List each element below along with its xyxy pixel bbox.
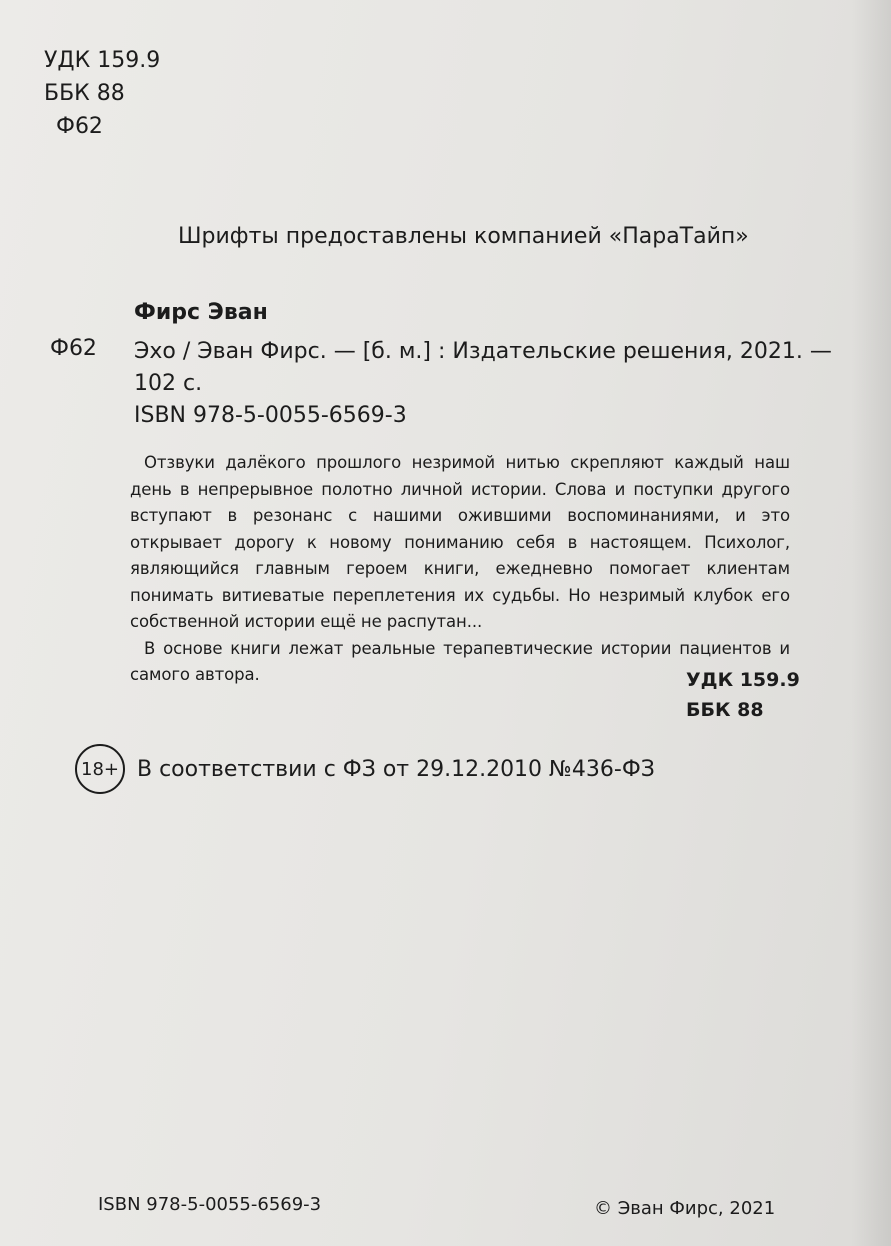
bibliographic-record bbox=[134, 336, 832, 432]
classification-codes-right bbox=[686, 665, 800, 725]
annotation bbox=[130, 450, 790, 689]
title-line: Эхо / Эван Фирс. — [б. м.] : Издательские решения, 2021. — bbox=[134, 339, 832, 364]
fonts-credit: Шрифты предоставлены компанией «ПараТайп» bbox=[178, 224, 749, 249]
udk-code: УДК 159.9 bbox=[44, 48, 161, 73]
udk-code-right: УДК 159.9 bbox=[686, 669, 800, 691]
footer-isbn: ISBN 978-5-0055-6569-3 bbox=[98, 1194, 322, 1215]
age-rating-badge: 18+ bbox=[75, 744, 125, 794]
bbk-code: ББК 88 bbox=[44, 81, 125, 106]
classification-codes-top bbox=[44, 44, 160, 143]
footer-copyright: © Эван Фирс, 2021 bbox=[594, 1198, 776, 1219]
bbk-code-right: ББК 88 bbox=[686, 699, 764, 721]
annotation-paragraph: В основе книги лежат реальные терапевтические истории пациентов и самого автора. bbox=[130, 638, 790, 684]
author-heading: Фирс Эван bbox=[134, 300, 268, 325]
record-author-mark: Ф62 bbox=[50, 336, 97, 361]
age-rating-law-text: В соответствии с ФЗ от 29.12.2010 №436-ФЗ bbox=[137, 757, 655, 782]
author-mark: Ф62 bbox=[56, 114, 103, 139]
annotation-paragraph: Отзвуки далёкого прошлого незримой нитью скрепляют каждый наш день в непрерывное полотно личной истории. Слова и поступки другого вступают в резонанс с нашими ожившими воспоминаниями, и это открывает дорогу к новому пониманию себя в настоящем. Психолог, являющийся главным героем книги, ежедневно помогает клиентам понимать витиеватые переплетения их судьбы. Но незримый клубок его собственной истории ещё не распутан... bbox=[130, 453, 790, 631]
pages-line: 102 с. bbox=[134, 371, 203, 396]
isbn-line: ISBN 978-5-0055-6569-3 bbox=[134, 403, 407, 428]
